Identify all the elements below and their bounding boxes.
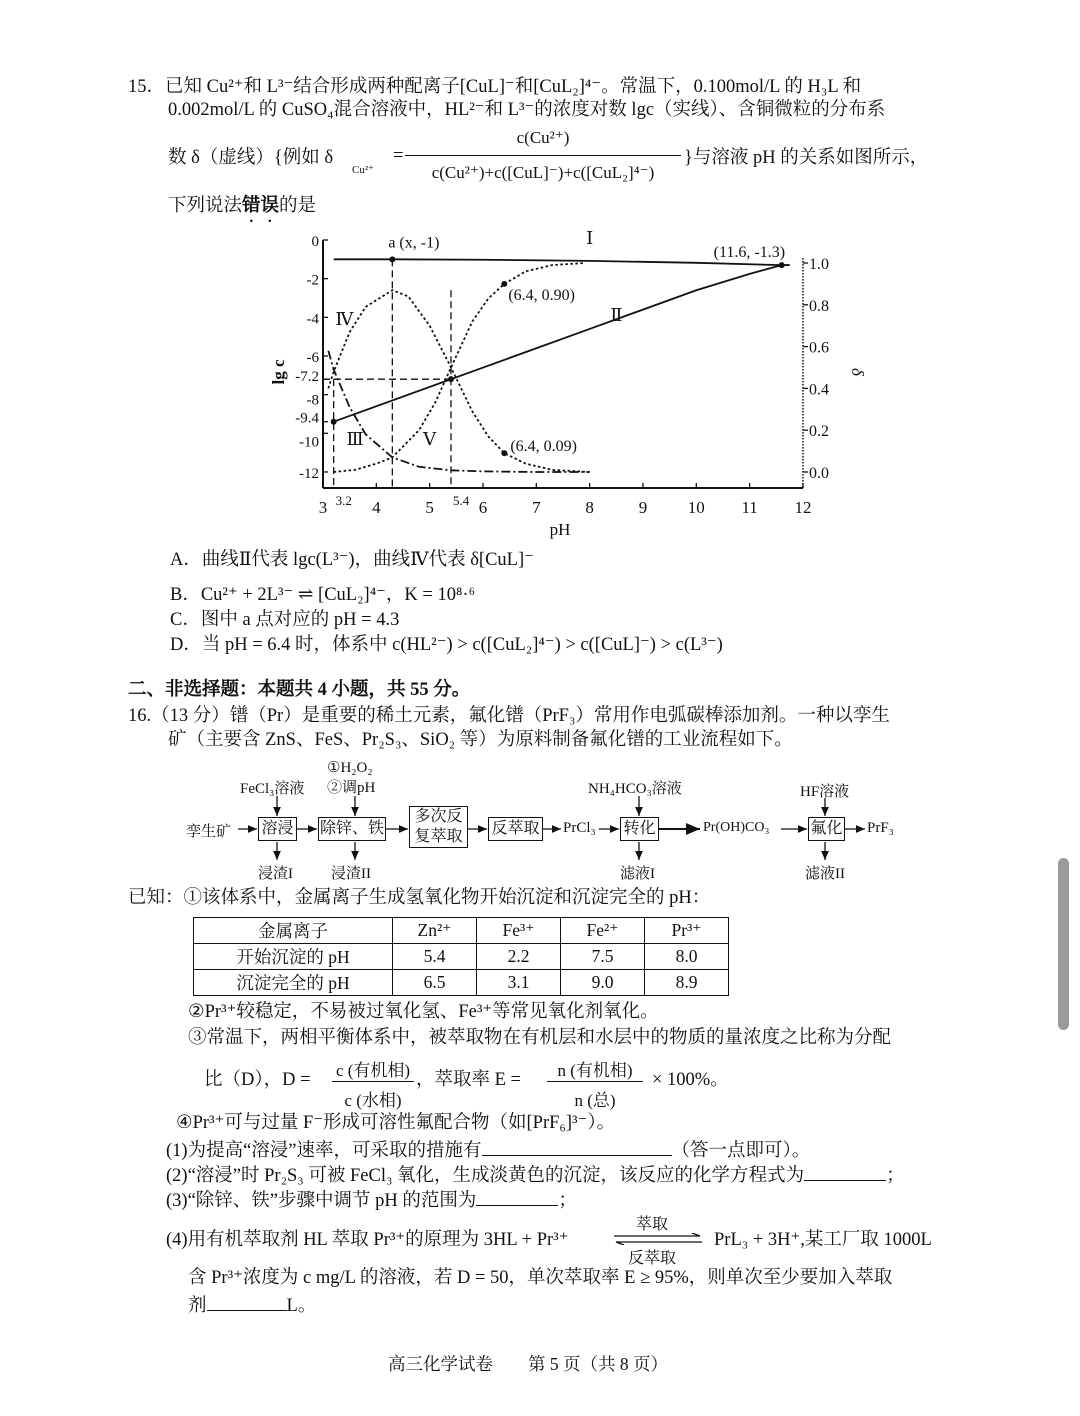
- answer-blank-2[interactable]: [804, 1162, 886, 1181]
- q15-delta-subscript: Cu²⁺: [352, 164, 374, 176]
- y-tick-label: -12: [299, 465, 319, 482]
- q15-emphasis-wrong: 错误: [242, 196, 280, 216]
- x-tick-label: 7: [532, 498, 541, 517]
- page-footer: 高三化学试卷 第 5 页（共 8 页）: [388, 1354, 668, 1374]
- question-4-line3-tail: L。: [286, 1296, 317, 1316]
- question-4-line2: 含 Pr³⁺浓度为 c mg/L 的溶液，若 D = 50，单次萃取率 E ≥ 95%，则单次至少要加入萃取: [188, 1268, 893, 1288]
- y2-tick-label: 1.0: [808, 256, 829, 273]
- y-tick-label: -9.4: [295, 410, 319, 427]
- flow-step-remove-zn-fe: 除锌、铁: [318, 817, 386, 841]
- known-2: ②Pr³⁺较稳定，不易被过氧化氢、Fe³⁺等常见氧化剂氧化。: [188, 1002, 659, 1022]
- flow-input-hf: HF溶液: [800, 784, 850, 800]
- delta-fraction-denominator: c(Cu²⁺)+c([CuL]⁻)+c([CuL₂]⁴⁻): [431, 163, 655, 182]
- y-axis-label: lg c: [269, 359, 288, 385]
- point-annotation: (6.4, 0.90): [508, 286, 575, 304]
- x-tick-label-extra: 5.4: [452, 493, 470, 508]
- option-b: B．Cu²⁺ + 2L³⁻ ⇌ [CuL₂]⁴⁻，K = 10⁸·⁶: [170, 585, 476, 605]
- d-fraction-bar: [332, 1081, 414, 1082]
- q15-line4-post: 的是: [279, 196, 317, 216]
- point-annotation: (6.4, 0.09): [510, 438, 577, 456]
- flow-step-extraction-l2: 复萃取: [414, 828, 463, 845]
- known-3-e-tail: × 100%。: [652, 1070, 729, 1090]
- q15-line3-pre: 数 δ（虚线）{例如 δ: [168, 148, 334, 168]
- q15-line2: 0.002mol/L 的 CuSO₄混合溶液中，HL²⁻和 L³⁻的浓度对数 lgc（实线）、含铜微粒的分布系: [168, 100, 886, 120]
- q15-line1: 15．已知 Cu²⁺和 L³⁻结合形成两种配离子[CuL]⁻和[CuL₂]⁴⁻。常温下，0.100mol/L 的 H₃L 和: [128, 77, 862, 97]
- section-2-heading: 二、非选择题：本题共 4 小题，共 55 分。: [128, 680, 471, 700]
- y-tick-label: -2: [306, 272, 319, 289]
- y-tick-label: 0: [311, 234, 319, 250]
- x-tick-label: 6: [478, 498, 488, 517]
- flow-product-pr-oh-co3: Pr(OH)CO₃: [703, 820, 770, 835]
- y2-tick-label: 0.8: [808, 297, 829, 315]
- answer-blank-1[interactable]: [482, 1137, 672, 1156]
- question-3: [166, 1187, 577, 1213]
- table-header-cell: Fe²⁺: [561, 918, 645, 944]
- table-cell: 8.0: [645, 944, 729, 970]
- flow-output-filtrate-1: 滤液I: [620, 866, 655, 882]
- question-1: [166, 1137, 810, 1163]
- curve-label: Ⅲ: [346, 428, 364, 449]
- flow-output-residue-1: 浸渣I: [258, 866, 293, 882]
- flow-step-extraction: [409, 806, 468, 848]
- scrollbar-thumb[interactable]: [1058, 858, 1069, 1030]
- table-row: [194, 970, 729, 996]
- flow-input-fecl3: FeCl₃溶液: [240, 781, 305, 797]
- table-cell: 5.4: [393, 944, 477, 970]
- table-cell: 9.0: [561, 970, 645, 996]
- option-d: D．当 pH = 6.4 时，体系中 c(HL²⁻) > c([CuL₂]⁴⁻) > c([CuL]⁻) > c(L³⁻): [170, 635, 723, 655]
- flow-step-extraction-l1: 多次反: [414, 808, 463, 825]
- table-cell: 8.9: [645, 970, 729, 996]
- q15-line3-post: }与溶液 pH 的关系如图所示，: [684, 148, 929, 168]
- answer-blank-4[interactable]: [207, 1292, 287, 1311]
- question-1-text: (1)为提高“溶浸”速率，可采取的措施有: [166, 1141, 482, 1161]
- e-fraction-bar: [547, 1081, 643, 1082]
- y-tick-label: -10: [299, 434, 319, 451]
- table-cell: 2.2: [477, 944, 561, 970]
- flow-step-fluorination: 氟化: [808, 817, 845, 841]
- curve-label: Ⅴ: [423, 428, 437, 449]
- flow-output-filtrate-2: 滤液II: [805, 866, 845, 882]
- flow-input-adjust-ph: ②调pH: [327, 780, 376, 796]
- y-tick-label: -7.2: [295, 369, 319, 386]
- equilibrium-forward-label: 萃取: [636, 1216, 669, 1233]
- flow-product-prcl3: PrCl₃: [563, 820, 596, 836]
- point-annotation: (11.6, -1.3): [713, 244, 786, 262]
- x-tick-label: 12: [794, 498, 812, 517]
- y2-axis-label: δ: [848, 368, 867, 376]
- q16-line2: 矿（主要含 ZnS、FeS、Pr₂S₃、SiO₂ 等）为原料制备氟化镨的工业流程如下。: [168, 730, 793, 750]
- x-tick-label: 5: [425, 498, 434, 517]
- y-tick-label: -8: [306, 392, 319, 409]
- known-3-d-label: 比（D），D =: [204, 1070, 311, 1090]
- table-cell: 7.5: [561, 944, 645, 970]
- x-tick-label: 4: [372, 498, 381, 517]
- delta-fraction-numerator: c(Cu²⁺): [516, 128, 570, 147]
- table-header-cell: 金属离子: [194, 918, 393, 944]
- y2-tick-label: 0.4: [808, 381, 829, 399]
- d-fraction-numerator: c (有机相): [335, 1061, 411, 1080]
- precipitation-ph-table: [193, 917, 729, 996]
- table-header-cell: Fe³⁺: [477, 918, 561, 944]
- table-header-cell: Zn²⁺: [393, 918, 477, 944]
- question-2-tail: ；: [886, 1166, 905, 1186]
- x-tick-label-extra: 3.2: [335, 493, 352, 508]
- x-tick-label: 3: [318, 498, 328, 517]
- answer-blank-3[interactable]: [476, 1187, 558, 1206]
- y-tick-label: -6: [306, 349, 319, 366]
- y-tick-label: -4: [306, 311, 319, 328]
- flow-input-nh4hco3: NH₄HCO₃溶液: [588, 781, 682, 797]
- table-header-row: [194, 918, 729, 944]
- question-4-pre: (4)用有机萃取剂 HL 萃取 Pr³⁺的原理为 3HL + Pr³⁺: [166, 1230, 569, 1250]
- table-row: [194, 944, 729, 970]
- point-annotation: a (x, -1): [388, 234, 440, 252]
- flow-step-leaching: 溶浸: [258, 817, 297, 841]
- flow-output-residue-2: 浸渣II: [331, 866, 371, 882]
- x-tick-label: 9: [638, 498, 648, 517]
- question-2: [166, 1162, 905, 1188]
- question-3-text: (3)“除锌、铁”步骤中调节 pH 的范围为: [166, 1191, 477, 1211]
- curve-label: Ⅱ: [610, 305, 623, 326]
- question-1-tail: （答一点即可）。: [671, 1141, 811, 1161]
- x-tick-label: 10: [687, 498, 705, 517]
- question-3-tail: ；: [558, 1191, 577, 1211]
- e-fraction-denominator: n (总): [574, 1091, 616, 1110]
- q16-line1: 16.（13 分）镨（Pr）是重要的稀土元素，氟化镨（PrF₃）常用作电弧碳棒添加剂。一种以孪生: [128, 706, 890, 726]
- known-3-e-label: ，萃取率 E =: [416, 1070, 521, 1090]
- table-cell: 6.5: [393, 970, 477, 996]
- known-4: ④Pr³⁺可与过量 F⁻形成可溶性氟配合物（如[PrF₆]³⁻）。: [176, 1113, 616, 1133]
- option-a: A．曲线Ⅱ代表 lgc(L³⁻)，曲线Ⅳ代表 δ[CuL]⁻: [170, 550, 534, 570]
- y2-tick-label: 0.2: [808, 423, 829, 441]
- known-1: 已知：①该体系中，金属离子生成氢氧化物开始沉淀和沉淀完全的 pH：: [128, 888, 711, 908]
- flow-start-ore: 孪生矿: [186, 824, 232, 840]
- equilibrium-arrows-icon: [612, 1233, 704, 1245]
- equilibrium-reverse-label: 反萃取: [628, 1250, 677, 1267]
- y2-tick-label: 0.0: [808, 465, 829, 482]
- flow-product-prf3: PrF₃: [867, 820, 894, 836]
- q15-equals: =: [393, 146, 404, 166]
- e-fraction-numerator: n (有机相): [557, 1061, 633, 1080]
- table-cell: 3.1: [477, 970, 561, 996]
- table-header-cell: Pr³⁺: [645, 918, 729, 944]
- question-4-line3-text: 剂: [188, 1296, 207, 1316]
- x-axis-label: pH: [549, 520, 571, 539]
- question-2-text: (2)“溶浸”时 Pr₂S₃ 可被 FeCl₃ 氧化，生成淡黄色的沉淀，该反应的化学方程式为: [166, 1166, 805, 1186]
- table-cell: 沉淀完全的 pH: [194, 970, 393, 996]
- question-4-line3: [188, 1292, 316, 1318]
- x-tick-label: 11: [741, 498, 758, 517]
- question-4-post: PrL₃ + 3H⁺,某工厂取 1000L: [714, 1230, 932, 1250]
- y2-tick-label: 0.6: [808, 339, 829, 357]
- flow-input-h2o2: ①H₂O₂: [327, 760, 373, 776]
- known-3: ③常温下，两相平衡体系中，被萃取物在有机层和水层中的物质的量浓度之比称为分配: [188, 1028, 892, 1048]
- x-tick-label: 8: [585, 498, 594, 517]
- curve-label: Ⅳ: [335, 309, 354, 330]
- option-c: C．图中 a 点对应的 pH = 4.3: [170, 610, 400, 630]
- curve-label: Ⅰ: [586, 227, 594, 248]
- flow-step-conversion: 转化: [620, 817, 659, 841]
- q15-line4-pre: 下列说法: [168, 196, 243, 216]
- flow-step-back-extraction: 反萃取: [488, 817, 543, 841]
- table-cell: 开始沉淀的 pH: [194, 944, 393, 970]
- d-fraction-denominator: c (水相): [344, 1091, 402, 1110]
